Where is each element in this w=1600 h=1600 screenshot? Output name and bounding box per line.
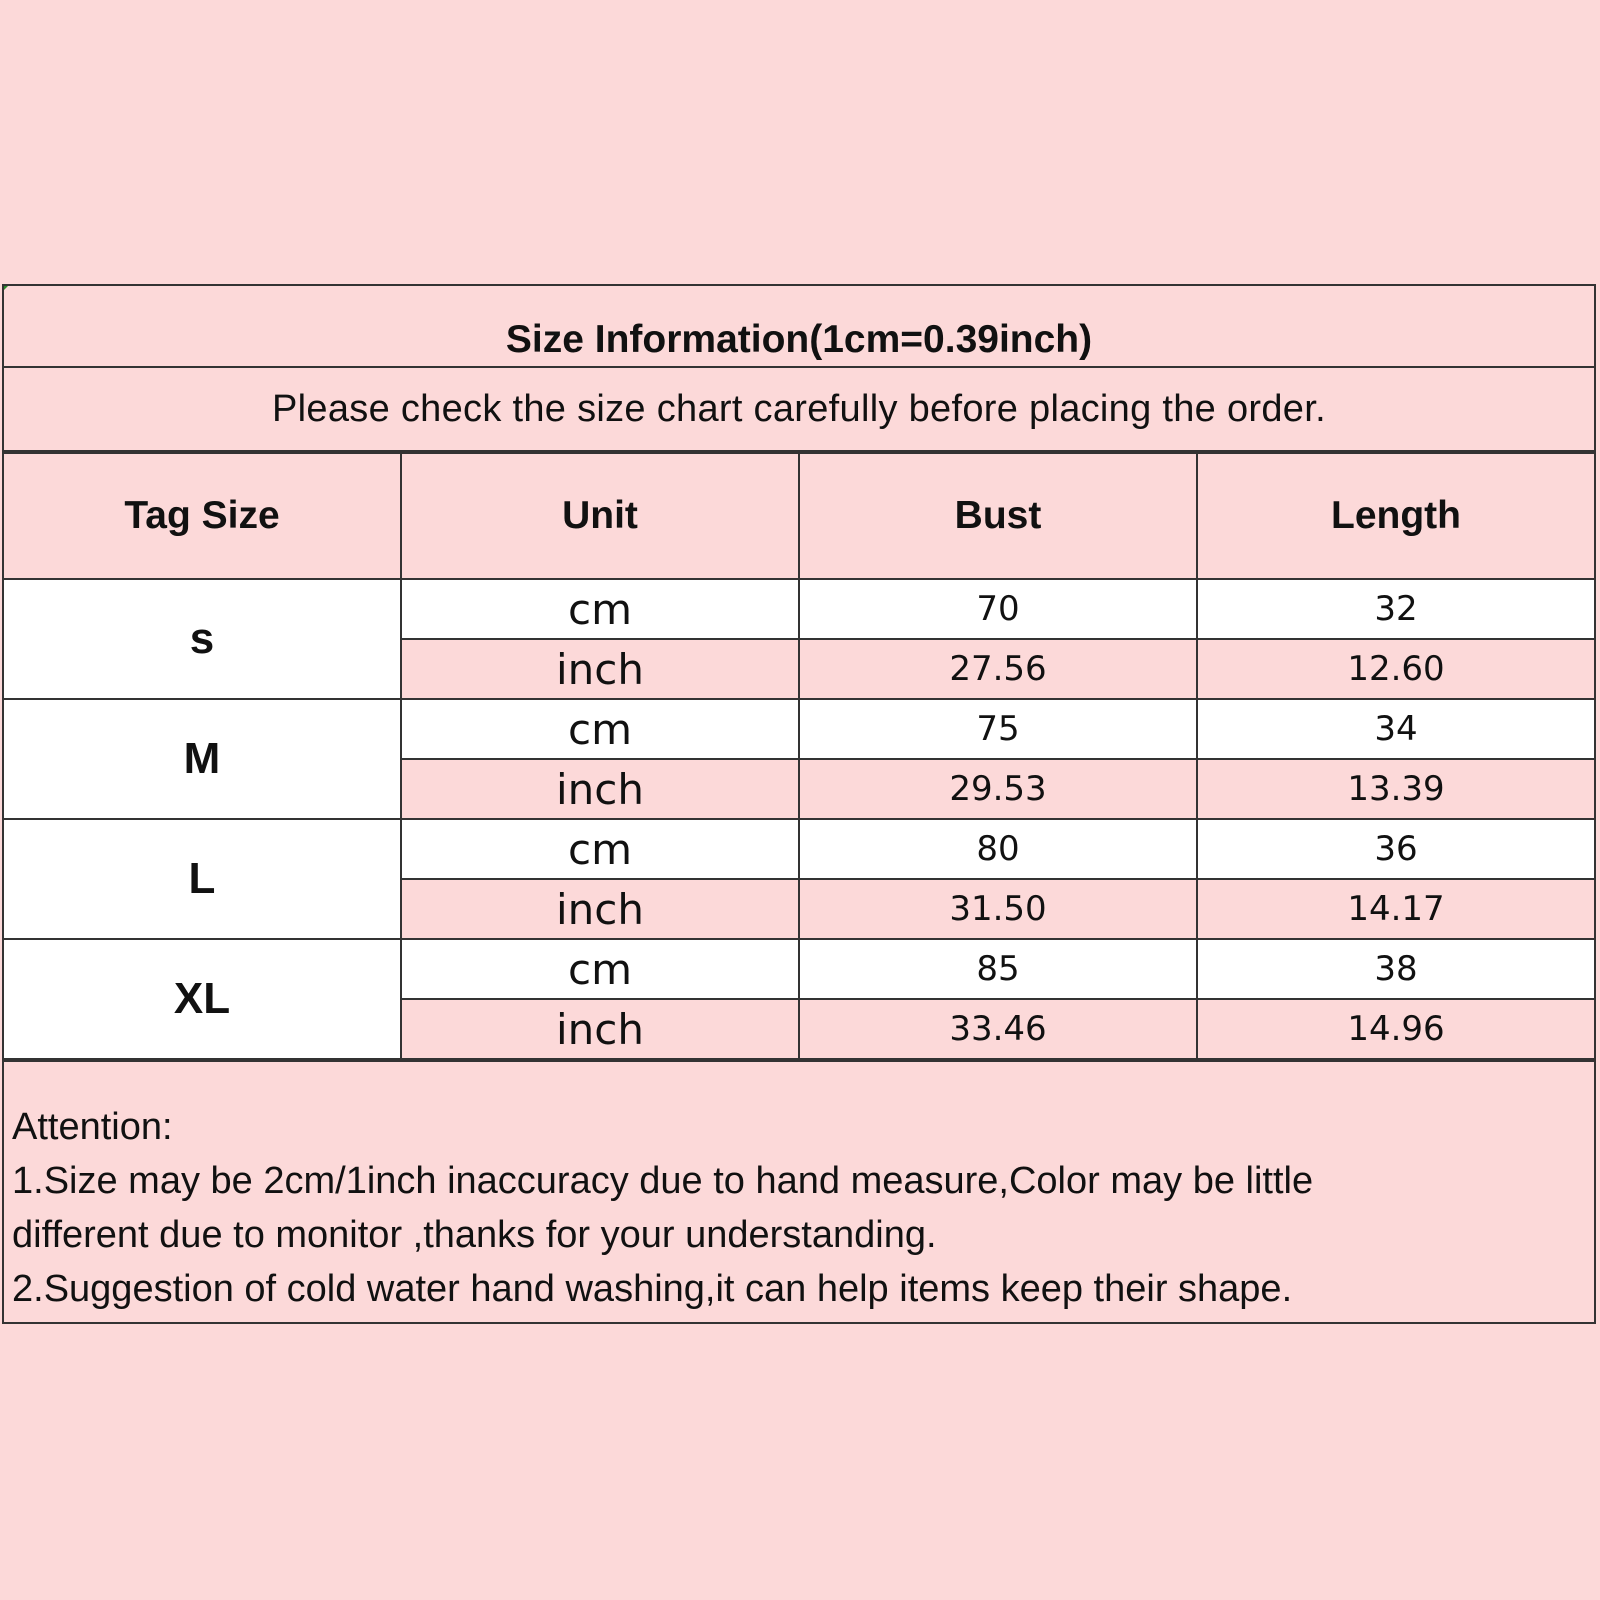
attention-heading: Attention:: [12, 1106, 173, 1148]
chart-title: Size Information(1cm=0.39inch): [4, 286, 1596, 368]
header-length: Length: [1197, 453, 1595, 579]
bust-cell: 27.56: [799, 639, 1197, 699]
tag-size-cell: XL: [3, 939, 401, 1059]
table-row: [3, 939, 1595, 999]
length-cell: 36: [1197, 819, 1595, 879]
bust-cell: 29.53: [799, 759, 1197, 819]
attention-line: 1.Size may be 2cm/1inch inaccuracy due to hand measure,Color may be little: [12, 1160, 1314, 1202]
attention-notes: [4, 1060, 1596, 1322]
unit-cell: cm: [401, 699, 799, 759]
length-cell: 14.17: [1197, 879, 1595, 939]
bust-cell: 85: [799, 939, 1197, 999]
unit-cell: inch: [401, 759, 799, 819]
length-cell: 14.96: [1197, 999, 1595, 1059]
unit-cell: cm: [401, 579, 799, 639]
size-chart: [2, 284, 1596, 1324]
bust-cell: 33.46: [799, 999, 1197, 1059]
size-table: [2, 452, 1596, 1060]
tag-size-cell: L: [3, 819, 401, 939]
unit-cell: inch: [401, 999, 799, 1059]
attention-line: different due to monitor ,thanks for your understanding.: [12, 1214, 937, 1256]
length-cell: 13.39: [1197, 759, 1595, 819]
table-row: [3, 579, 1595, 639]
bust-cell: 70: [799, 579, 1197, 639]
tag-size-cell: s: [3, 579, 401, 699]
table-row: [3, 699, 1595, 759]
header-unit: Unit: [401, 453, 799, 579]
unit-cell: cm: [401, 819, 799, 879]
header-bust: Bust: [799, 453, 1197, 579]
bust-cell: 31.50: [799, 879, 1197, 939]
unit-cell: inch: [401, 879, 799, 939]
length-cell: 38: [1197, 939, 1595, 999]
table-header-row: [3, 453, 1595, 579]
length-cell: 34: [1197, 699, 1595, 759]
attention-line: 2.Suggestion of cold water hand washing,it can help items keep their shape.: [12, 1268, 1293, 1310]
table-row: [3, 819, 1595, 879]
bust-cell: 80: [799, 819, 1197, 879]
tag-size-cell: M: [3, 699, 401, 819]
length-cell: 12.60: [1197, 639, 1595, 699]
header-tag-size: Tag Size: [3, 453, 401, 579]
length-cell: 32: [1197, 579, 1595, 639]
bust-cell: 75: [799, 699, 1197, 759]
unit-cell: cm: [401, 939, 799, 999]
chart-notice: Please check the size chart carefully before placing the order.: [4, 368, 1596, 452]
unit-cell: inch: [401, 639, 799, 699]
